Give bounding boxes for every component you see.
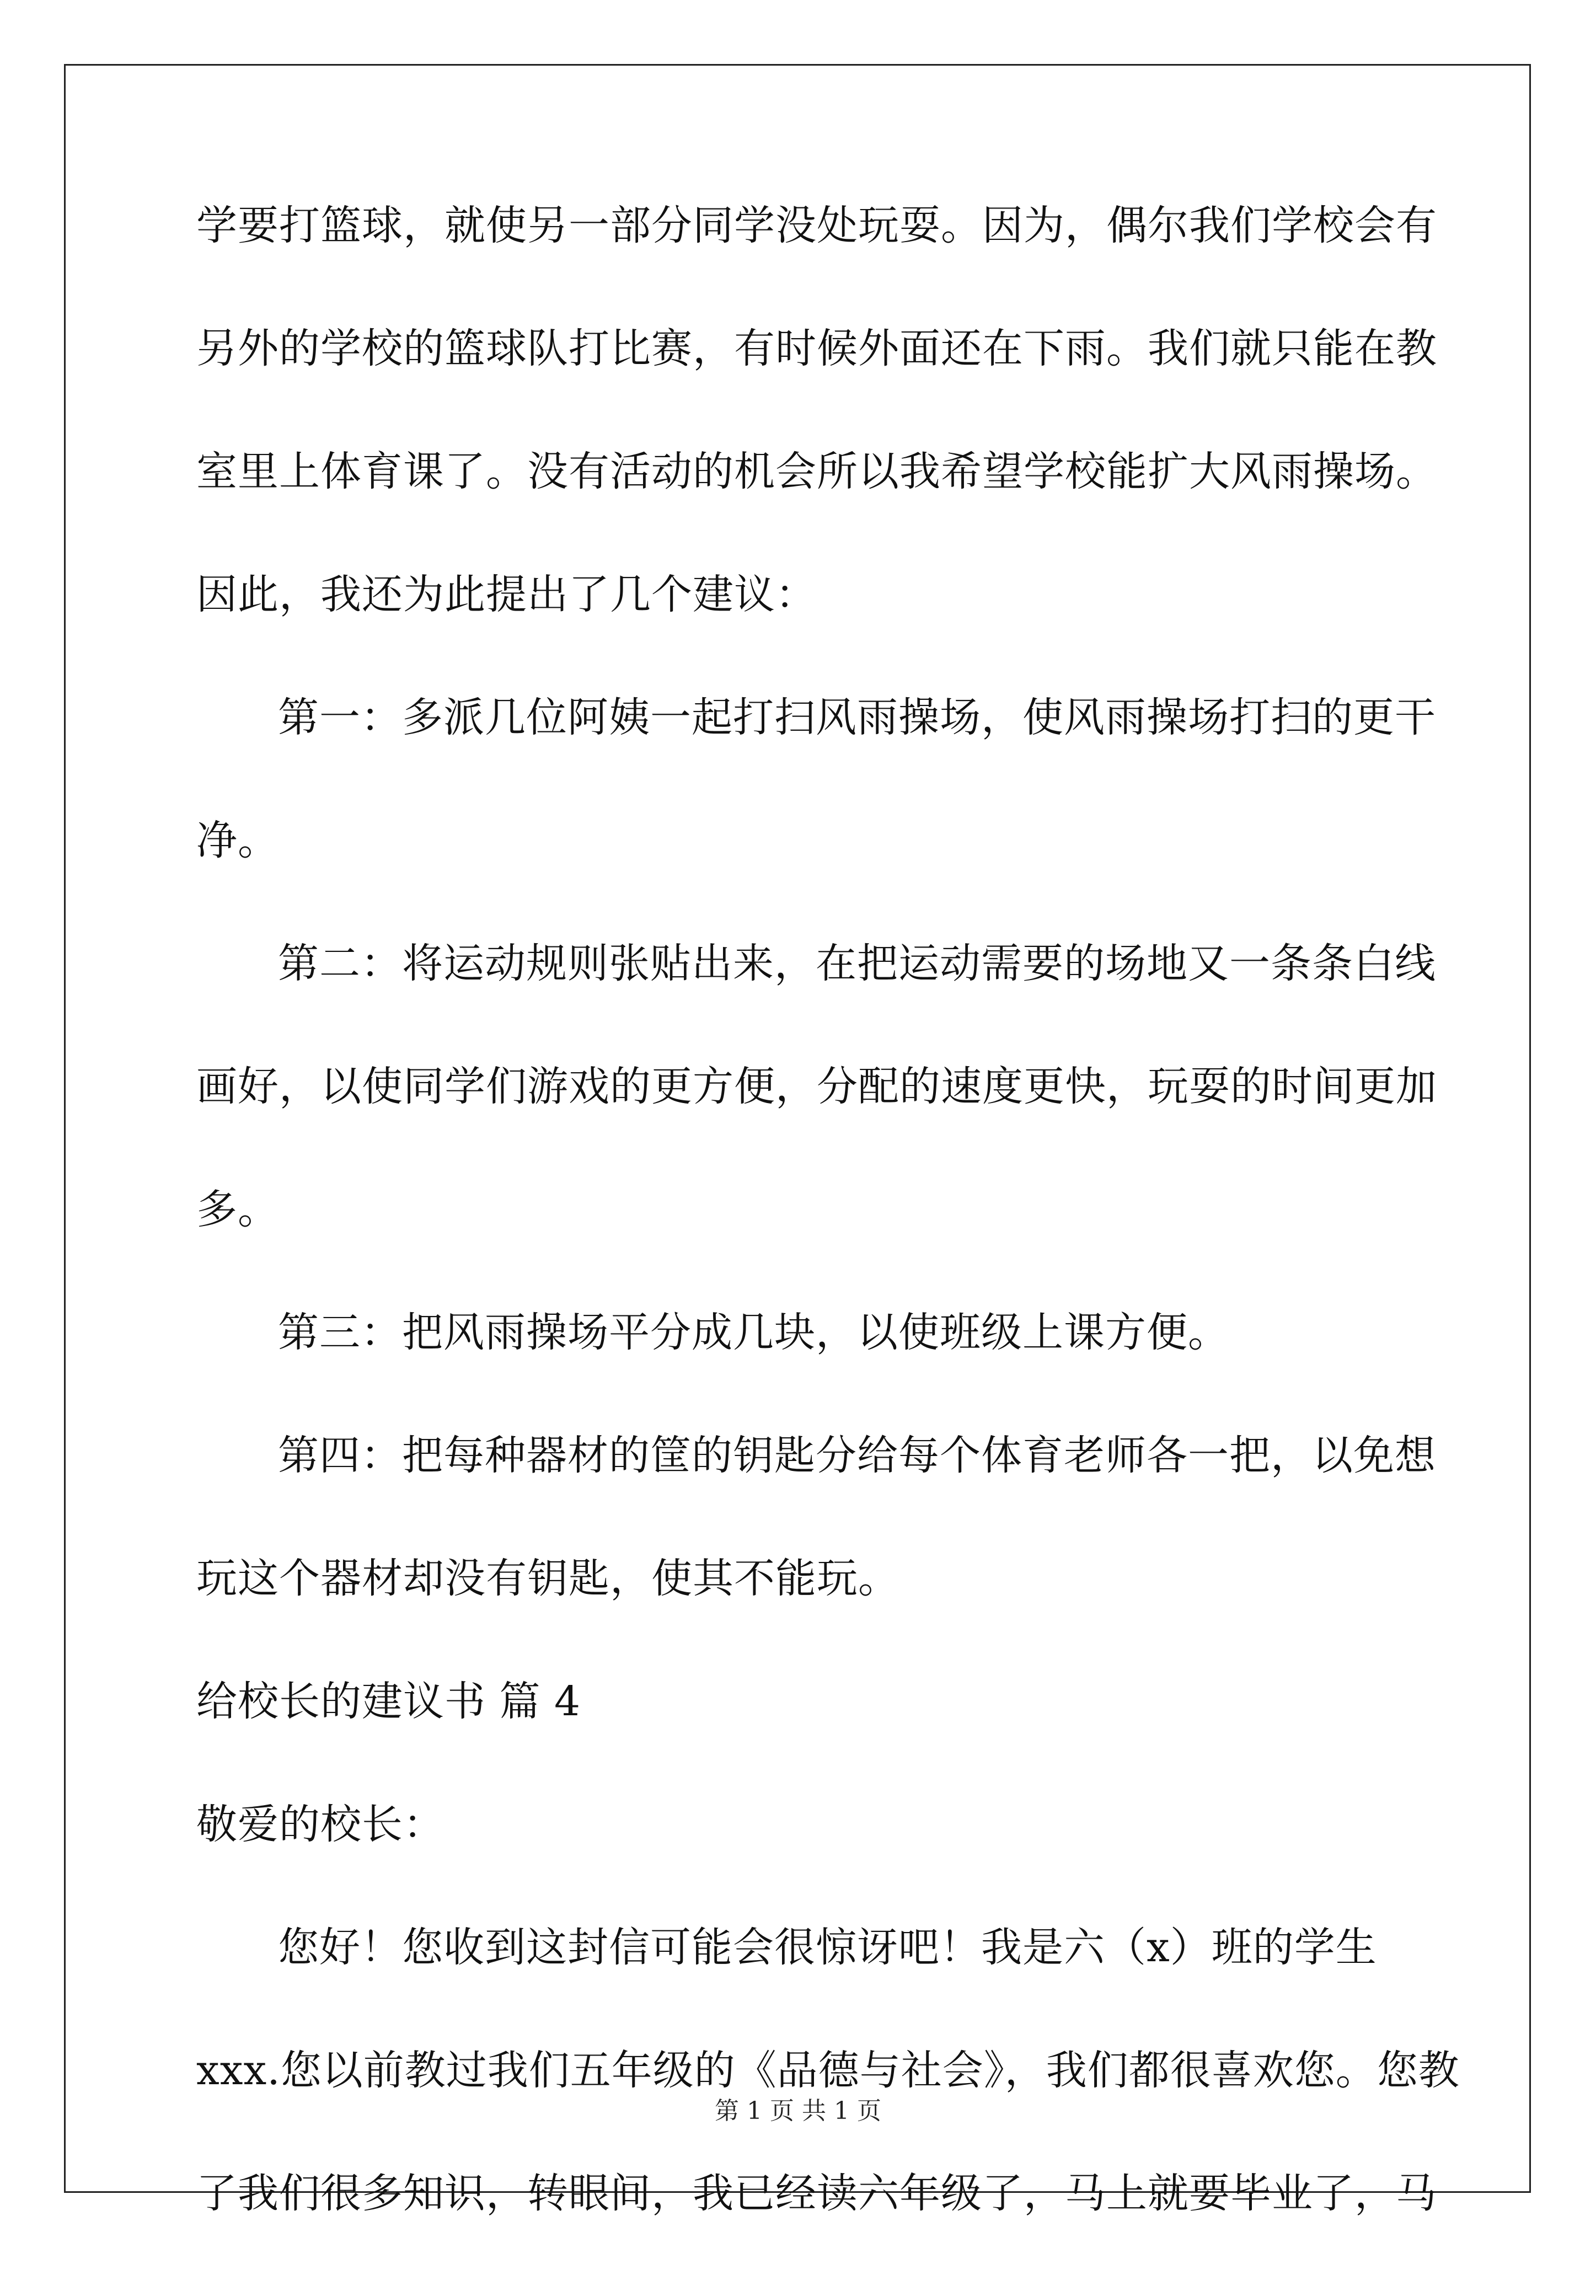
text-line: 画好，以使同学们游戏的更方便，分配的速度更快，玩耍的时间更加 bbox=[196, 1063, 1437, 1110]
text-line: 了我们很多知识，转眼间，我已经读六年级了，马上就要毕业了，马 bbox=[196, 2170, 1437, 2217]
text-line: 学要打篮球，就使另一部分同学没处玩耍。因为，偶尔我们学校会有 bbox=[196, 202, 1437, 249]
text-line: 净。 bbox=[196, 817, 279, 864]
text-line: 室里上体育课了。没有活动的机会所以我希望学校能扩大风雨操场。 bbox=[196, 448, 1437, 495]
text-line: 玩这个器材却没有钥匙，使其不能玩。 bbox=[196, 1555, 899, 1602]
text-line: xxx.您以前教过我们五年级的《品德与社会》，我们都很喜欢您。您教 bbox=[196, 2047, 1460, 2094]
text-line: 多。 bbox=[196, 1186, 279, 1233]
document-body bbox=[196, 202, 1460, 2296]
text-line: 您好！您收到这封信可能会很惊讶吧！我是六（x）班的学生 bbox=[278, 1924, 1377, 1971]
salutation: 敬爱的校长： bbox=[196, 1801, 444, 1848]
text-line: 第二：将运动规则张贴出来，在把运动需要的场地又一条条白线 bbox=[278, 940, 1436, 987]
text-line: 第四：把每种器材的筐的钥匙分给每个体育老师各一把，以免想 bbox=[278, 1432, 1436, 1479]
text-line: 因此，我还为此提出了几个建议： bbox=[196, 571, 817, 618]
section-heading: 给校长的建议书 篇 4 bbox=[196, 1678, 581, 1725]
text-line: 另外的学校的篮球队打比赛，有时候外面还在下雨。我们就只能在教 bbox=[196, 325, 1437, 372]
page-number: 第 1 页 共 1 页 bbox=[715, 2097, 881, 2125]
text-line: 第一：多派几位阿姨一起打扫风雨操场，使风雨操场打扫的更干 bbox=[278, 694, 1436, 741]
text-line: 第三：把风雨操场平分成几块，以使班级上课方便。 bbox=[278, 1309, 1229, 1356]
